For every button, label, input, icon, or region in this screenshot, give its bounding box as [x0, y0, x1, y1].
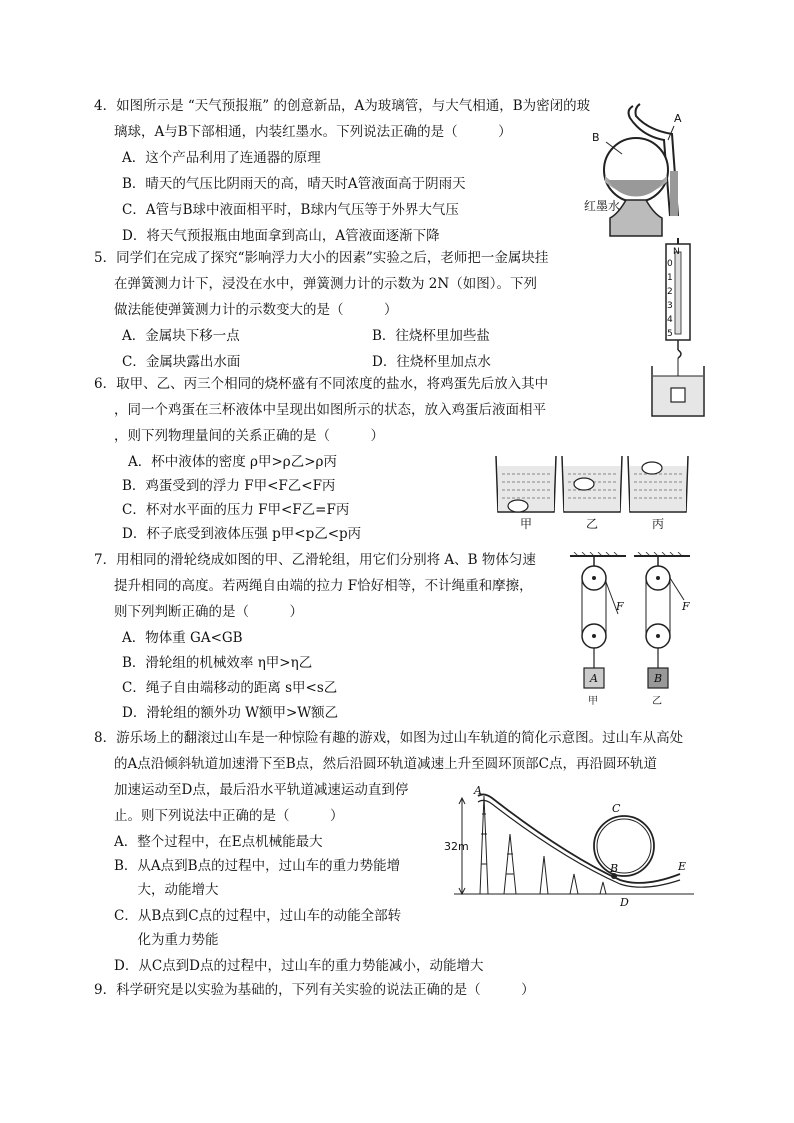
spring-scale-figure: [646, 238, 706, 422]
fig4-label-b: B: [592, 131, 600, 144]
q6-stem-line-1: 6．取甲、乙、丙三个相同的烧杯盛有不同浓度的盐水，将鸡蛋先后放入其中: [94, 376, 549, 392]
q4-option-c: C．A管与B球中液面相平时，B球内气压等于外界大气压: [122, 202, 459, 218]
q7-option-c: C．绳子自由端移动的距离 s甲<s乙: [122, 680, 338, 696]
q6-option-a: A．杯中液体的密度 ρ甲>ρ乙>ρ丙: [128, 454, 337, 470]
q7-option-d: D．滑轮组的额外功 W额甲>W额乙: [122, 705, 339, 721]
fig7-label-yi: 乙: [652, 696, 662, 707]
q8-option-b-line-2: 大，动能增大: [124, 882, 219, 898]
fig8-point-e: E: [678, 860, 687, 873]
fig7-force-jia: F: [616, 600, 624, 613]
fig4-label-a: A: [674, 112, 682, 125]
q5-stem-line-1: 5．同学们在完成了探究“影响浮力大小的因素”实验之后，老师把一金属块挂: [94, 250, 549, 266]
fig7-label-jia: 甲: [588, 696, 598, 707]
fig5-scale-0: 0: [667, 259, 673, 269]
fig5-scale-3: 3: [667, 301, 673, 311]
q7-stem-line-3: 则下列判断正确的是（ ）: [114, 604, 303, 620]
fig6-label-yi: 乙: [586, 517, 599, 531]
q6-option-c: C．杯对水平面的压力 F甲<F乙=F丙: [122, 502, 350, 518]
q8-option-b-line-1: B．从A点到B点的过程中，过山车的重力势能增: [114, 858, 401, 874]
fig5-scale-5: 5: [667, 329, 673, 339]
fig8-point-b: B: [610, 862, 619, 875]
q8-stem-line-3: 加速运动至D点，最后沿水平轨道减速运动直到停: [114, 782, 409, 798]
q5-stem-line-2: 在弹簧测力计下，浸没在水中，弹簧测力计的示数为 2N（如图）。下列: [114, 276, 537, 292]
q9-stem-line-1: 9．科学研究是以实验为基础的，下列有关实验的说法正确的是（ ）: [94, 982, 535, 998]
fig7-block-b: B: [654, 672, 663, 685]
q8-stem-line-4: 止。则下列说法中正确的是（ ）: [114, 808, 344, 824]
q8-stem-line-2: 的A点沿倾斜轨道加速滑下至B点，然后沿圆环轨道减速上升至圆环顶部C点，再沿圆环轨道: [114, 756, 657, 772]
fig7-force-yi: F: [682, 600, 690, 613]
fig5-scale-1: 1: [667, 273, 673, 283]
q8-option-a: A．整个过程中，在E点机械能最大: [114, 834, 323, 850]
q6-option-b: B．鸡蛋受到的浮力 F甲<F乙<F丙: [122, 478, 336, 494]
q6-option-d: D．杯子底受到液体压强 p甲<p乙<p丙: [122, 526, 362, 542]
q8-stem-line-1: 8．游乐场上的翻滚过山车是一种惊险有趣的游戏，如图为过山车轨道的简化示意图。过山车从高处: [94, 730, 684, 746]
fig5-scale-2: 2: [667, 287, 673, 297]
q6-stem-line-3: ，则下列物理量间的关系正确的是（ ）: [114, 428, 384, 444]
q4-option-b: B．晴天的气压比阴雨天的高，晴天时A管液面高于阴雨天: [122, 176, 466, 192]
weather-bottle-figure: [578, 96, 698, 246]
fig5-unit: N: [673, 247, 680, 257]
fig8-point-c: C: [612, 802, 621, 815]
q5-option-d: D．往烧杯里加点水: [372, 354, 491, 370]
fig4-label-ink: 红墨水: [584, 199, 621, 213]
q7-option-a: A．物体重 GA<GB: [122, 630, 243, 646]
q7-option-b: B．滑轮组的机械效率 η甲>η乙: [122, 655, 313, 671]
egg-beakers-figure: [494, 452, 694, 532]
fig8-height-label: 32m: [444, 840, 469, 853]
q7-stem-line-1: 7．用相同的滑轮绕成如图的甲、乙滑轮组，用它们分别将 A、B 物体匀速: [94, 552, 536, 568]
q4-stem-line-2: 璃球，A与B下部相通，内装红墨水。下列说法正确的是（ ）: [114, 124, 512, 140]
fig7-block-a: A: [590, 672, 598, 685]
q4-option-d: D．将天气预报瓶由地面拿到高山，A管液面逐渐下降: [122, 228, 440, 244]
q5-option-a: A．金属块下移一点: [122, 328, 240, 344]
fig6-label-bing: 丙: [652, 517, 665, 531]
q8-option-d: D．从C点到D点的过程中，过山车的重力势能减小，动能增大: [114, 958, 484, 974]
q8-option-c-line-1: C．从B点到C点的过程中，过山车的动能全部转: [114, 908, 402, 924]
fig8-point-a: A: [474, 784, 482, 797]
q5-option-c: C．金属块露出水面: [122, 354, 241, 370]
q8-option-c-line-2: 化为重力势能: [124, 932, 219, 948]
pulley-figure: [566, 552, 696, 712]
q4-option-a: A．这个产品利用了连通器的原理: [122, 150, 321, 166]
q6-stem-line-2: ，同一个鸡蛋在三杯液体中呈现出如图所示的状态，放入鸡蛋后液面相平: [114, 402, 546, 418]
q5-option-b: B．往烧杯里加些盐: [372, 328, 490, 344]
roller-coaster-figure: [444, 784, 700, 908]
fig6-label-jia: 甲: [520, 517, 533, 531]
fig8-point-d: D: [620, 896, 629, 908]
q5-stem-line-3: 做法能使弹簧测力计的示数变大的是（ ）: [114, 302, 398, 318]
q4-stem-line-1: 4．如图所示是 “天气预报瓶” 的创意新品，A为玻璃管，与大气相通，B为密闭的玻: [94, 98, 591, 114]
fig5-scale-4: 4: [667, 315, 673, 325]
q7-stem-line-2: 提升相同的高度。若两绳自由端的拉力 F恰好相等，不计绳重和摩擦，: [114, 578, 533, 594]
